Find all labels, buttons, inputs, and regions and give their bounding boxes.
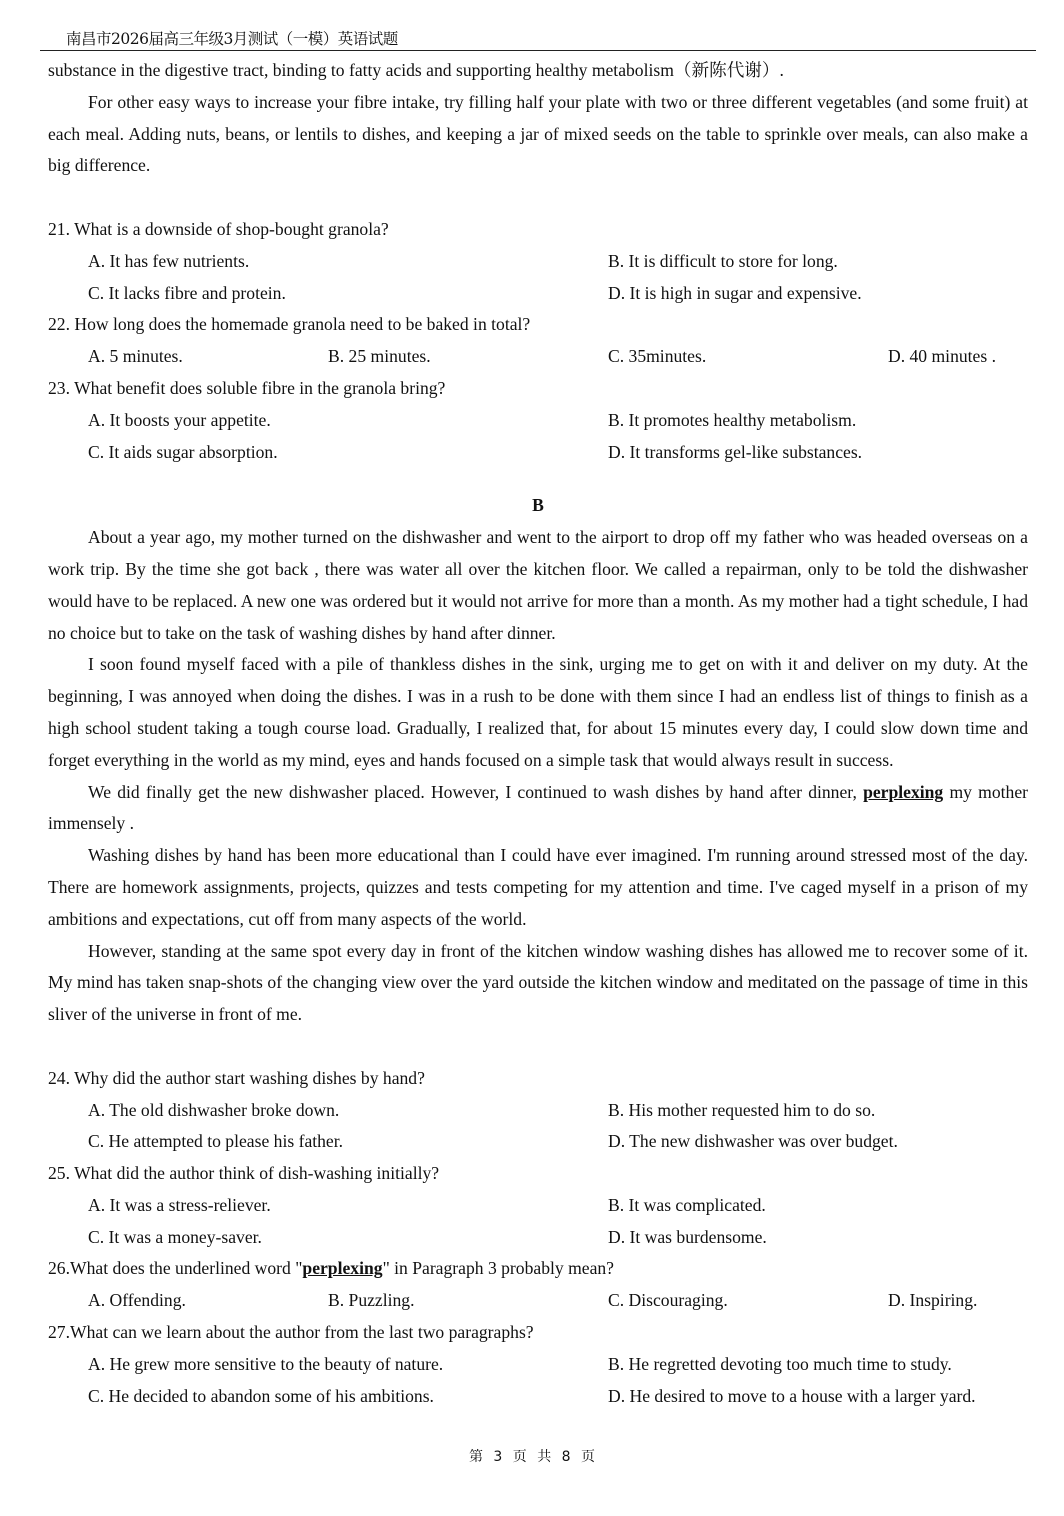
question-27: 27.What can we learn about the author from the last two paragraphs? (48, 1322, 534, 1343)
page-body (48, 55, 1028, 1412)
options (48, 341, 1028, 373)
option: B. His mother requested him to do so. (608, 1099, 876, 1120)
paragraph: About a year ago, my mother turned on the dishwasher and went to the airport to drop off my father who was headed overseas on a work trip. By the time she got back , there was water all over the kitchen floor. We called a repairman, only to be told the dishwasher would have to be replaced. A new one was ordered but it would not arrive for more than a month. As my mother had a tight schedule, I had no choice but to take on the task of washing dishes by hand after dinner. (48, 527, 1028, 643)
option: A. 5 minutes. (88, 346, 183, 367)
option: D. It is high in sugar and expensive. (608, 282, 862, 303)
text: We did finally get the new dishwasher placed. However, I continued to wash dishes by hand after dinner, (88, 781, 864, 802)
page-header: 南昌市2026届高三年级3月测试（一模）英语试题 (66, 30, 398, 48)
question-23: 23. What benefit does soluble fibre in the granola bring? (48, 377, 446, 398)
option: A. It has few nutrients. (88, 250, 250, 271)
option: B. He regretted devoting too much time to study. (608, 1353, 952, 1374)
option: D. Inspiring. (888, 1290, 978, 1311)
underlined-word: perplexing (863, 781, 944, 802)
option: B. Puzzling. (328, 1290, 415, 1311)
section-title: B (532, 495, 544, 516)
option: C. It lacks fibre and protein. (88, 282, 286, 303)
option: A. It boosts your appetite. (88, 409, 271, 430)
option: D. He desired to move to a house with a larger yard. (608, 1385, 976, 1406)
option: B. 25 minutes. (328, 346, 431, 367)
option: D. It was burdensome. (608, 1226, 767, 1247)
option: A. It was a stress-reliever. (88, 1194, 271, 1215)
question-24: 24. Why did the author start washing dishes by hand? (48, 1067, 425, 1088)
option: D. It transforms gel-like substances. (608, 441, 863, 462)
question-21: 21. What is a downside of shop-bought granola? (48, 218, 389, 239)
option: C. He decided to abandon some of his ambitions. (88, 1385, 434, 1406)
options (48, 1349, 1028, 1413)
options (48, 1095, 1028, 1159)
header-divider (40, 50, 1036, 51)
option: D. The new dishwasher was over budget. (608, 1131, 898, 1152)
option: A. Offending. (88, 1290, 186, 1311)
option: A. He grew more sensitive to the beauty of nature. (88, 1353, 444, 1374)
option: B. It is difficult to store for long. (608, 250, 838, 271)
paragraph: For other easy ways to increase your fibre intake, try filling half your plate with two or three different vegetables (and some fruit) at each meal. Adding nuts, beans, or lentils to dishes, and keeping a jar of mixed seeds on the table to sprinkle over meals, can also make a big difference. (48, 91, 1028, 176)
option: A. The old dishwasher broke down. (88, 1099, 340, 1120)
option: C. He attempted to please his father. (88, 1131, 344, 1152)
text: 26.What does the underlined word " (48, 1258, 303, 1279)
text: " in Paragraph 3 probably mean? (382, 1258, 614, 1279)
options (48, 246, 1028, 310)
option: C. 35minutes. (608, 346, 707, 367)
question-25: 25. What did the author think of dish-washing initially? (48, 1163, 440, 1184)
option: C. It was a money-saver. (88, 1226, 262, 1247)
text: my mother immensely . (48, 781, 1028, 834)
options (48, 405, 1028, 469)
question-22: 22. How long does the homemade granola need to be baked in total? (48, 314, 531, 335)
option: C. Discouraging. (608, 1290, 728, 1311)
option: B. It promotes healthy metabolism. (608, 409, 857, 430)
question-26 (48, 1253, 1028, 1285)
options (48, 1190, 1028, 1254)
option: B. It was complicated. (608, 1194, 766, 1215)
paragraph: I soon found myself faced with a pile of thankless dishes in the sink, urging me to get on with it and deliver on my duty. At the beginning, I was annoyed when doing the dishes. I was in a rush to be done with them since I had an endless list of things to finish as a high school student taking a tough course load. Gradually, I realized that, for about 15 minutes every day, I could slow down time and forget everything in the world as my mind, eyes and hands focused on a simple task that would always result in success. (48, 654, 1028, 770)
options (48, 1285, 1028, 1317)
underlined-word: perplexing (302, 1258, 383, 1279)
paragraph (48, 777, 1028, 841)
option: D. 40 minutes . (888, 346, 997, 367)
paragraph: substance in the digestive tract, binding to fatty acids and supporting healthy metabolism（新陈代谢）. (48, 60, 784, 80)
paragraph: However, standing at the same spot every day in front of the kitchen window washing dishes has allowed me to recover some of it. My mind has taken snap-shots of the changing view over the yard outside the kitchen window and meditated on the passage of time in this sliver of the universe in front of me. (48, 940, 1028, 1025)
option: C. It aids sugar absorption. (88, 441, 278, 462)
paragraph: Washing dishes by hand has been more educational than I could have ever imagined. I'm running around stressed most of the day. There are homework assignments, projects, quizzes and tests competing for my attention and time. I've caged myself in a prison of my ambitions and expectations, cut off from many aspects of the world. (48, 845, 1028, 929)
page-footer: 第 3 页 共 8 页 (468, 1449, 596, 1465)
